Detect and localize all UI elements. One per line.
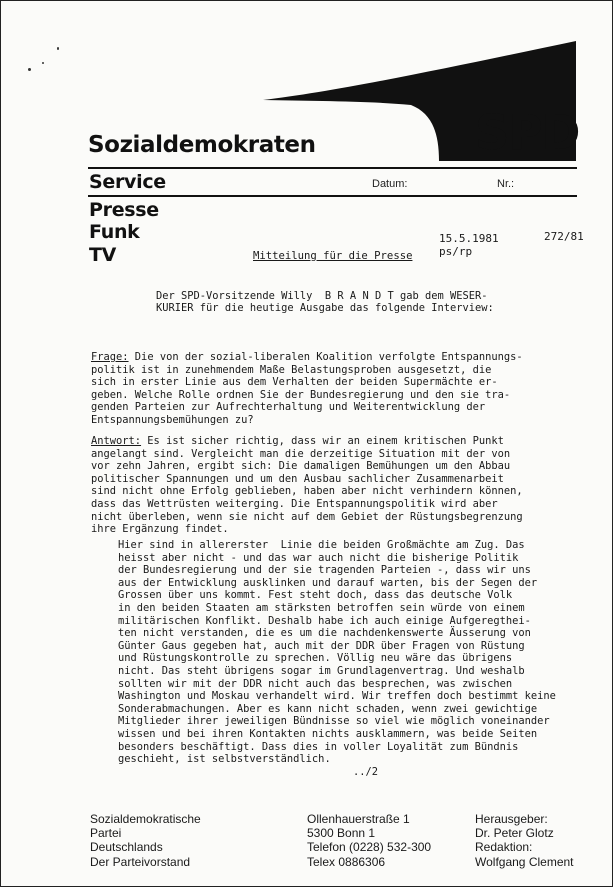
footer-line: Dr. Peter Glotz: [475, 826, 554, 841]
body-line: aus der Entwicklung ausklinken und darauf warten, bis der Segen der: [118, 576, 538, 589]
question-text-start: Die von der sozial-liberalen Koalition verfolgte Entspannungs-: [128, 351, 523, 363]
footer-line: Redaktion:: [475, 840, 533, 855]
intro-line-2: KURIER für die heutige Ausgabe das folgende Interview:: [156, 302, 494, 314]
datum-label: Datum:: [372, 178, 408, 190]
footer-line: Der Parteivorstand: [90, 854, 191, 869]
menu-funk: Funk: [89, 221, 140, 243]
body-line: der Bundesregierung und der sie tragenden Parteien -, dass wir uns: [118, 564, 531, 577]
footer-line: Sozialdemokratische: [90, 812, 201, 826]
page-continuation-marker: ../2: [353, 766, 379, 778]
menu-tv: TV: [89, 244, 117, 266]
question-line: Entspannungsbemühungen zu?: [91, 414, 254, 426]
body-line: nicht. Das steht übrigens sogar im Grundlagenvertrag. Und weshalb: [118, 665, 525, 677]
answer-first-line: [91, 435, 504, 448]
answer-line: politischer Spannungen und um den Ausbau sachlicher Zusammenarbeit: [91, 472, 504, 485]
answer-line: nicht überleben, wenn sie nicht auf dem Gebiet der Rüstungsbegrenzung: [91, 510, 523, 523]
answer-line: sind nicht ohne Erfolg geblieben, haben aber nicht verhindern können,: [91, 485, 523, 498]
body-line: und Rüstungskontrolle zu sprechen. Völlig neu wäre das übrigens: [118, 652, 513, 665]
body-line: geschieht, ist selbstverständlich.: [118, 753, 331, 766]
body-line: sollten wir mit der DDR nicht auch das besprechen, was zwischen: [118, 677, 513, 690]
header-rule-bottom: [88, 195, 577, 197]
menu-service: Service: [89, 171, 166, 193]
body-line: Günter Gaus gegeben hat, auch mit der DDR über Fragen von Rüstung: [118, 639, 525, 652]
answer-line: angelangt sind. Vergleicht man die derzeitige Situation mit der von: [91, 447, 511, 460]
footer-line: Ollenhauerstraße 1: [307, 812, 410, 826]
footer-party: [90, 812, 201, 869]
answer-text-start: Es ist sicher richtig, dass wir an einem kritischen Punkt: [141, 435, 504, 447]
party-title: Sozialdemokraten: [88, 132, 316, 158]
body-line: Grossen über uns kommt. Fest steht doch, dass das deutsche Volk: [118, 589, 513, 602]
menu-presse: Presse: [89, 199, 159, 221]
question-line: genden Parteien zur Aufrechterhaltung und Weiterentwicklung der: [91, 401, 486, 414]
scan-speck: [42, 62, 44, 64]
answer-line: vor zehn Jahren, ergibt sich: Die damaligen Bemühungen um den Abbau: [91, 460, 511, 473]
intro-line-1: Der SPD-Vorsitzende Willy B R A N D T gab dem WESER-: [156, 290, 488, 302]
logo-text: SPD: [475, 105, 579, 161]
footer-line: Telefon (0228) 532-300: [307, 840, 432, 855]
date-value: 15.5.1981: [439, 232, 499, 245]
question-line: geben. Welche Rolle ordnen Sie der Bundesregierung und den sie tra-: [91, 388, 511, 401]
header-rule-top: [88, 167, 577, 169]
nr-label: Nr.:: [497, 178, 515, 190]
footer-line: Herausgeber:: [475, 812, 548, 826]
question-label: Frage:: [91, 351, 129, 363]
initials: ps/rp: [439, 245, 473, 258]
body-line: besonders beschäftigt. Dass dies in voller Loyalität zum Bündnis: [118, 740, 519, 753]
footer-line: Partei: [90, 826, 122, 841]
footer-line: Deutschlands: [90, 840, 163, 855]
body-line: wissen und bei ihren Kontakten nichts ausklammern, was beide Seiten: [118, 728, 538, 740]
scan-speck: [28, 68, 31, 71]
question-line: politik ist in zunehmendem Maße Belastungsproben ausgesetzt, die: [91, 363, 492, 376]
answer-line: dass das Wettrüsten weiterging. Die Entspannungspolitik wird aber: [91, 498, 498, 510]
body-line: Hier sind in allererster Linie die beiden Großmächte am Zug. Das: [118, 539, 525, 551]
document-number: 272/81: [544, 230, 584, 243]
question-line: sich in erster Linie aus dem Verhalten der beiden Supermächte er-: [91, 376, 498, 389]
body-line: heisst aber nicht - und das war auch nicht die bisherige Politik: [118, 551, 519, 564]
scan-speck: [57, 47, 59, 50]
footer-line: Telex 0886306: [307, 854, 386, 869]
body-line: Washington und Moskau verhandelt wird. Wir treffen doch bestimmt keine: [118, 690, 556, 703]
footer-line: 5300 Bonn 1: [307, 826, 376, 841]
body-line: ten nicht verstanden, die es um die nachdenkenswerte Äusserung von: [118, 627, 531, 640]
answer-line: ihre Ergänzung findet.: [91, 523, 229, 536]
body-line: militärischen Konflikt. Deshalb habe ich auch einige Aufgeregthei-: [118, 614, 531, 627]
body-line: Sonderabmachungen. Aber es kann nicht schaden, wenn zwei gewichtige: [118, 702, 538, 715]
footer-editors: [475, 812, 574, 869]
body-line: in den beiden Staaten am stärksten betroffen sein würde von einem: [118, 602, 525, 614]
question-first-line: [91, 351, 523, 364]
body-line: Mitglieder ihrer jeweiligen Bündnisse so viel wie möglich voneinander: [118, 715, 550, 728]
answer-label: Antwort:: [91, 435, 142, 447]
press-notice: Mitteilung für die Presse: [253, 250, 413, 262]
footer-address: [307, 812, 431, 869]
footer-line: Wolfgang Clement: [475, 854, 574, 869]
